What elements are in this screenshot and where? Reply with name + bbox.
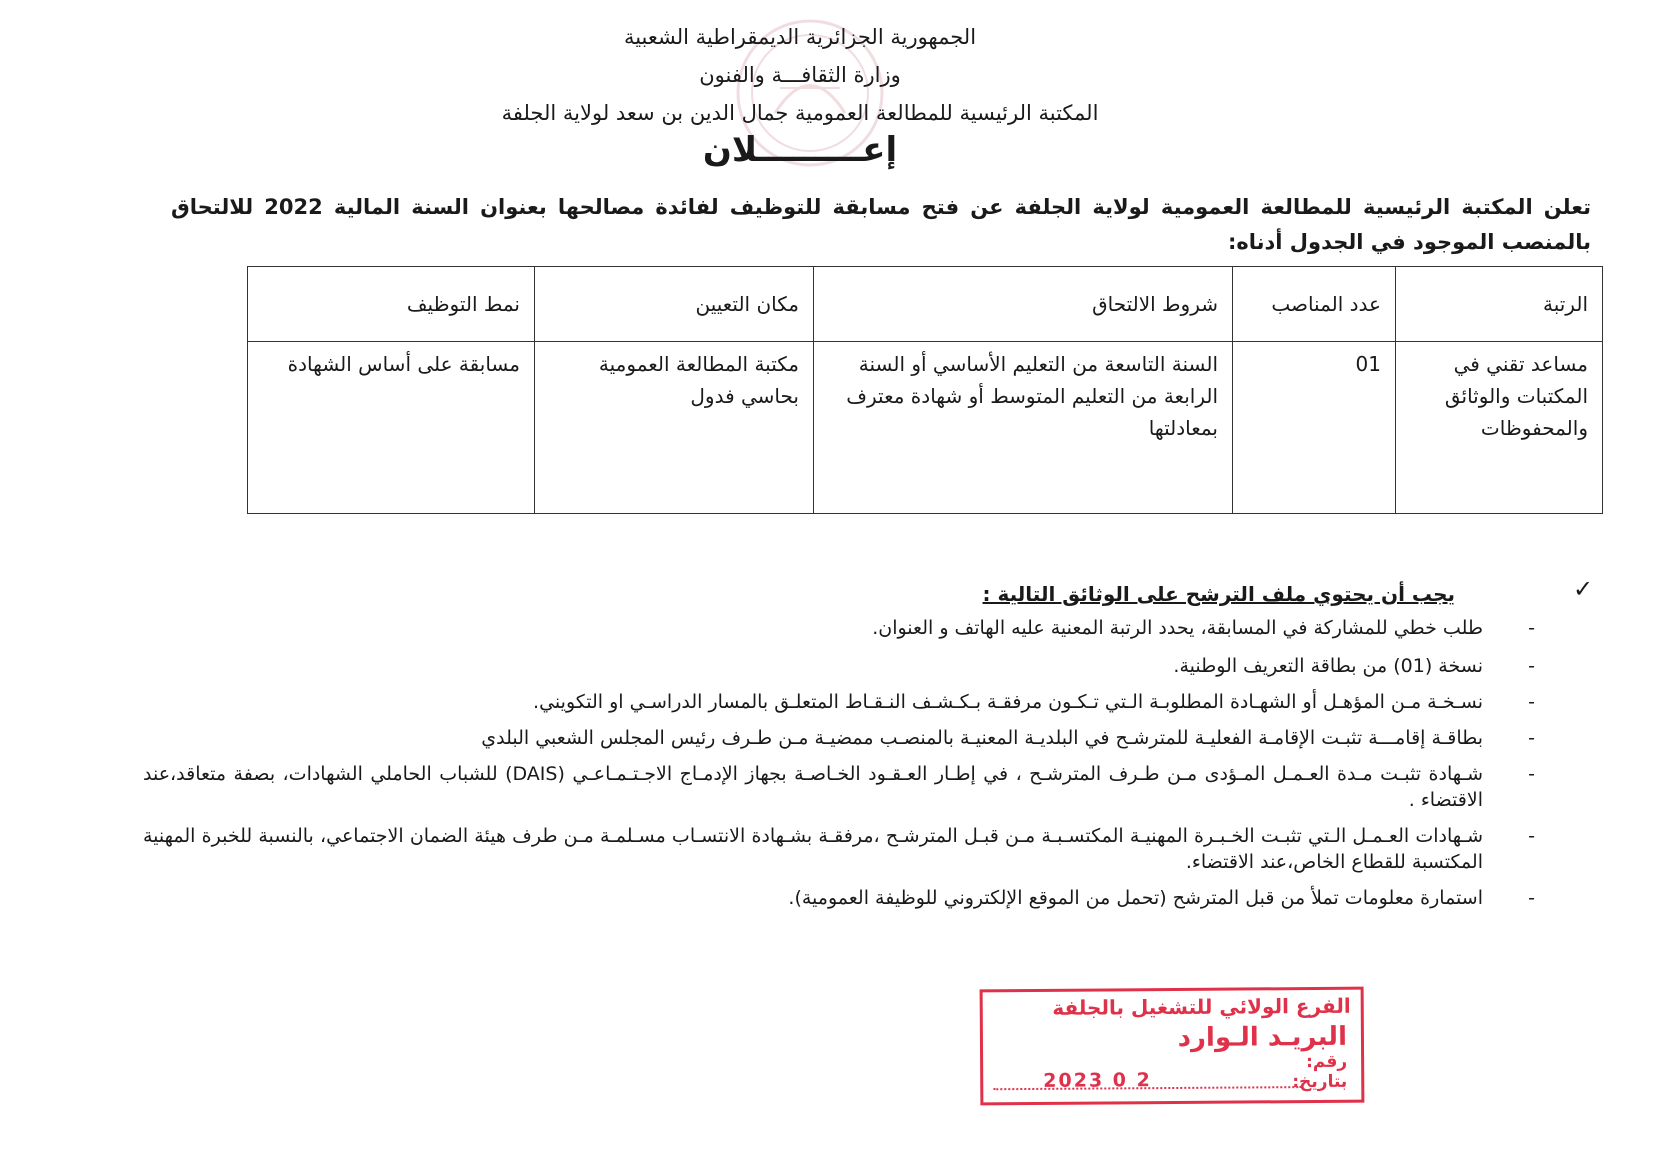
table-row <box>248 342 1603 514</box>
list-item: - نسـخـة مـن المؤهـل أو الشهـادة المطلوبـة الـتي تـكـون مرفقـة بـكـشـف النـقـاط المتعلـق بالمسار الدراسـي او التكويني. <box>143 689 1483 715</box>
stamp-date-label: بتاريخ: <box>1292 1071 1348 1093</box>
country-name: الجمهورية الجزائرية الديمقراطية الشعبية <box>623 25 977 49</box>
header-conditions: شروط الالتحاق <box>814 267 1233 342</box>
checkmark-icon: ✓ <box>1573 575 1594 603</box>
list-item: - طلب خطي للمشاركة في المسابقة، يحدد الرتبة المعنية عليه الهاتف و العنوان. <box>143 615 1483 641</box>
library-name: المكتبة الرئيسية للمطالعة العمومية جمال الدين بن سعد لولاية الجلفة <box>501 101 1099 125</box>
header-count: عدد المناصب <box>1233 267 1396 342</box>
list-item: - نسخة (01) من بطاقة التعريف الوطنية. <box>143 653 1483 679</box>
documents-list <box>143 615 1483 921</box>
cell-count: 01 <box>1233 342 1396 514</box>
stamp-office: الفرع الولائي للتشغيل بالجلفة <box>1052 993 1351 1020</box>
documents-heading: يجب أن يحتوي ملف الترشح على الوثائق التالية : <box>982 582 1455 606</box>
cell-place: مكتبة المطالعة العمومية بحاسي فدول <box>535 342 814 514</box>
stamp-number-label: رقم: <box>1305 1051 1348 1073</box>
intro-paragraph: تعلن المكتبة الرئيسية للمطالعة العمومية لولاية الجلفة عن فتح مسابقة للتوظيف لفائدة مصالحها بعنوان السنة المالية 2022 للالتحاق بالمنصب الموجود في الجدول أدناه: <box>171 195 1591 254</box>
header-place: مكان التعيين <box>535 267 814 342</box>
announcement-title: إعـــــــــلان <box>702 130 898 170</box>
list-item: - بطاقـة إقامـــة تثبـت الإقامـة الفعليـة للمترشـح في البلديـة المعنيـة بالمنصـب ممضيـة مـن طـرف رئيس المجلس الشعبي البلدي <box>143 725 1483 751</box>
stamp-date: 2 0 2023 <box>1043 1069 1152 1092</box>
header-rank: الرتبة <box>1396 267 1603 342</box>
ministry-name: وزارة الثقافـــة والفنون <box>699 63 901 87</box>
table-header-row <box>248 267 1603 342</box>
cell-rank: مساعد تقني في المكتبات والوثائق والمحفوظات <box>1396 342 1603 514</box>
cell-conditions: السنة التاسعة من التعليم الأساسي أو السنة الرابعة من التعليم المتوسط أو شهادة معترف بمعادلتها <box>814 342 1233 514</box>
cell-mode: مسابقة على أساس الشهادة <box>248 342 535 514</box>
positions-table <box>247 266 1603 514</box>
received-mail-stamp <box>980 987 1365 1106</box>
list-item: - شـهادة تثبـت مـدة العـمـل المـؤدى مـن طـرف المترشـح ، في إطـار العـقـود الخـاصـة بجهاز الإدمـاج الاجـتـمـاعـي (DAIS) للشباب الحاملي الشهادات، بصفة متعاقد،عند الاقتضاء . <box>143 761 1483 813</box>
document-header <box>300 18 1300 170</box>
stamp-mail-label: البريـد الـوارد <box>1177 1021 1348 1053</box>
list-item: - شـهادات العـمـل الـتي تثبـت الخـبـرة المهنيـة المكتسـبـة مـن قبـل المترشـح ،مرفقـة بشـهادة الانتسـاب مسـلمـة مـن طرف هيئة الضمان الاجتماعي، بالنسبة للخبرة المهنية المكتسبة للقطاع الخاص،عند الاقتضاء. <box>143 823 1483 875</box>
list-item: - استمارة معلومات تملأ من قبل المترشح (تحمل من الموقع الإلكتروني للوظيفة العمومية). <box>143 885 1483 911</box>
header-mode: نمط التوظيف <box>248 267 535 342</box>
